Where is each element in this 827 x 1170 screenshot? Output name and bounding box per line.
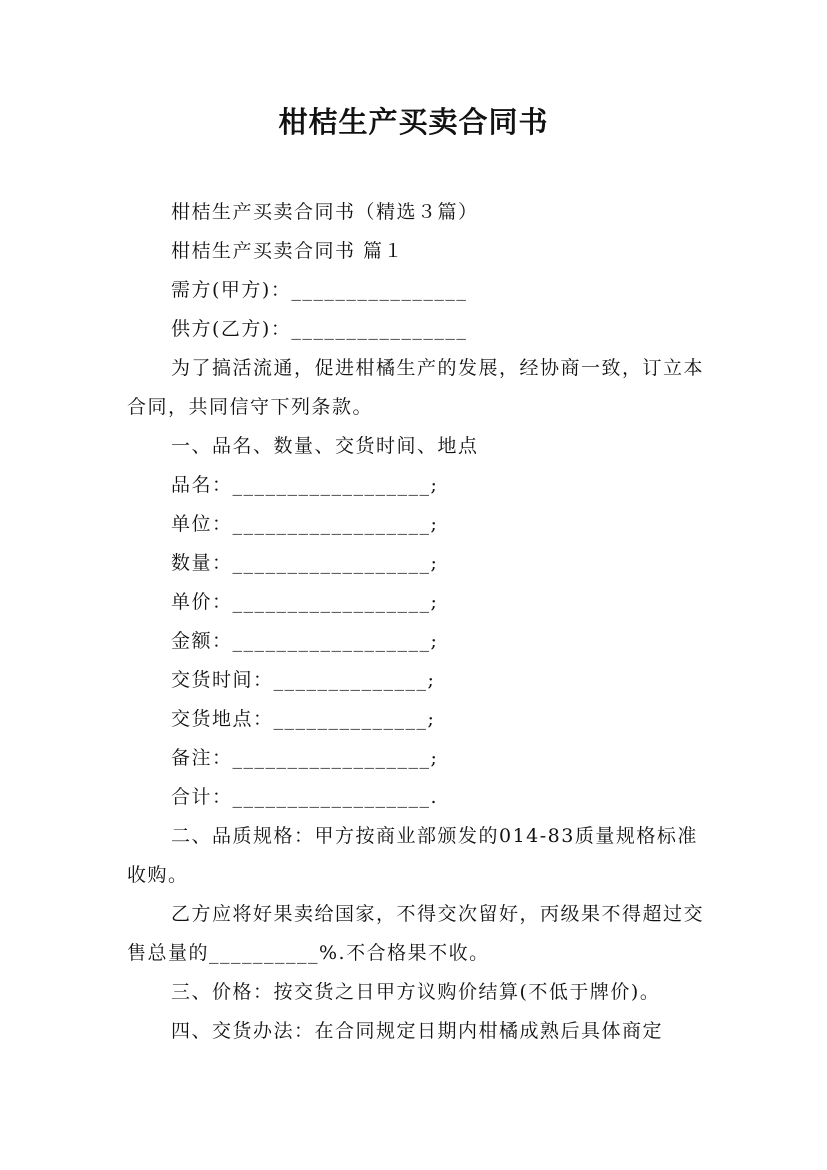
clause-one-heading: 一、品名、数量、交货时间、地点 — [171, 435, 479, 457]
buyer-line: 需方(甲方)：________________ — [171, 279, 468, 301]
section-heading: 柑桔生产买卖合同书 篇１ — [171, 240, 405, 262]
seller-line: 供方(乙方)：________________ — [171, 318, 468, 340]
document-title: 柑桔生产买卖合同书 — [278, 105, 549, 139]
field-unit-price: 单价：__________________; — [171, 591, 439, 613]
field-amount: 金额：__________________; — [171, 630, 439, 652]
field-remarks: 备注：__________________; — [171, 747, 439, 769]
clause-three-paragraph: 三、价格：按交货之日甲方议购价结算(不低于牌价)。 — [171, 981, 661, 1003]
clause-two-paragraph: 二、品质规格：甲方按商业部颁发的014-83质量规格标准收购。 — [127, 825, 698, 886]
document-body — [127, 193, 717, 1051]
field-quantity: 数量：__________________; — [171, 552, 439, 574]
clause-four-paragraph: 四、交货办法：在合同规定日期内柑橘成熟后具体商定 — [171, 1020, 664, 1042]
field-unit: 单位：__________________; — [171, 513, 439, 535]
subtitle-line: 柑桔生产买卖合同书（精选３篇） — [171, 201, 479, 223]
field-delivery-place: 交货地点：______________; — [171, 708, 436, 730]
field-product-name: 品名：__________________; — [171, 474, 439, 496]
field-total: 合计：__________________. — [171, 786, 439, 808]
preamble-paragraph: 为了搞活流通，促进柑橘生产的发展，经协商一致，订立本合同，共同信守下列条款。 — [127, 357, 705, 418]
quality-paragraph: 乙方应将好果卖给国家，不得交次留好，丙级果不得超过交售总量的__________%.不合格果不收。 — [127, 903, 705, 964]
field-delivery-time: 交货时间：______________; — [171, 669, 436, 691]
